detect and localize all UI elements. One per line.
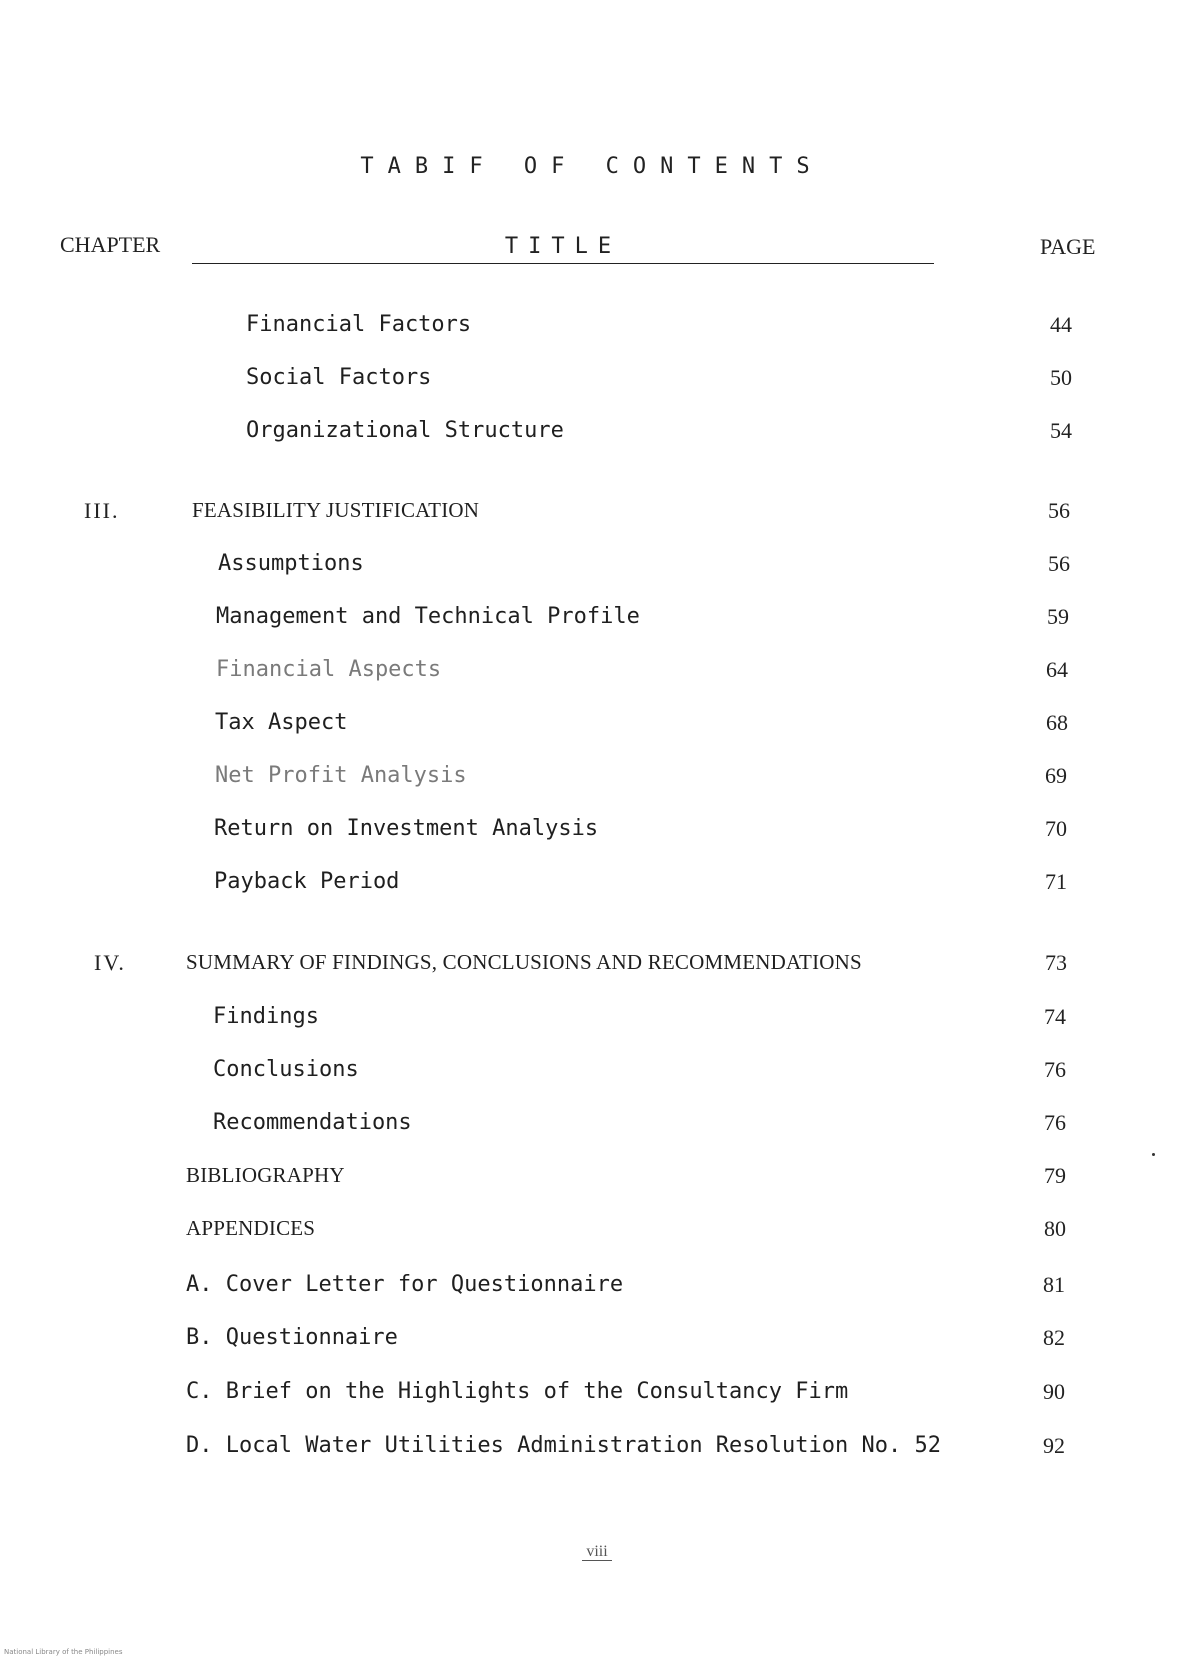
toc-chapter-entry <box>0 950 1194 984</box>
toc-entry <box>0 312 1194 346</box>
toc-entry-page: 56 <box>1048 498 1070 523</box>
toc-entry-page: 76 <box>1044 1057 1066 1082</box>
toc-entry <box>0 551 1194 585</box>
toc-entry <box>0 1433 1194 1467</box>
toc-entry-title: Financial Aspects <box>216 657 442 682</box>
toc-entry <box>0 1379 1194 1413</box>
toc-entry-page: 71 <box>1045 869 1067 894</box>
toc-entry-page: 80 <box>1044 1216 1066 1241</box>
toc-entry-title: Organizational Structure <box>246 418 564 443</box>
toc-entry-page: 73 <box>1045 950 1067 975</box>
toc-entry <box>0 604 1194 638</box>
toc-entry-page: 70 <box>1045 816 1067 841</box>
toc-entry-title: Payback Period <box>214 869 400 894</box>
toc-entry-page: 74 <box>1044 1004 1066 1029</box>
toc-entry-title: Conclusions <box>213 1057 359 1082</box>
toc-entry <box>0 869 1194 903</box>
toc-entry-page: 44 <box>1050 312 1072 337</box>
toc-entry-title: Findings <box>213 1004 319 1029</box>
toc-entry-title: Assumptions <box>218 551 364 576</box>
toc-entry <box>0 1272 1194 1306</box>
toc-entry <box>0 1110 1194 1144</box>
toc-entry <box>0 763 1194 797</box>
page-heading: TABIF OF CONTENTS <box>360 154 824 179</box>
toc-entry-title: A. Cover Letter for Questionnaire <box>186 1272 624 1297</box>
toc-entry <box>0 710 1194 744</box>
toc-entry-title: Recommendations <box>213 1110 412 1135</box>
toc-entry-title: Return on Investment Analysis <box>214 816 599 841</box>
title-column-header: TITLE <box>504 234 622 259</box>
toc-entry-title: Social Factors <box>246 365 432 390</box>
toc-entry <box>0 1325 1194 1359</box>
toc-entry-title: FEASIBILITY JUSTIFICATION <box>192 498 480 522</box>
page-folio <box>0 1543 1194 1561</box>
toc-entry <box>0 418 1194 452</box>
toc-entry-page: 56 <box>1048 551 1070 576</box>
toc-entry <box>0 816 1194 850</box>
toc-chapter-entry <box>0 498 1194 532</box>
toc-entry-title: D. Local Water Utilities Administration Resolution No. 52 <box>186 1433 941 1458</box>
toc-entry-page: 76 <box>1044 1110 1066 1135</box>
toc-entry-title: APPENDICES <box>186 1216 316 1240</box>
header-underline <box>192 263 934 264</box>
toc-entry <box>0 1216 1194 1250</box>
chapter-number: III. <box>84 498 120 523</box>
toc-entry-page: 82 <box>1043 1325 1065 1350</box>
toc-entry-page: 69 <box>1045 763 1067 788</box>
toc-entry-page: 50 <box>1050 365 1072 390</box>
toc-entry <box>0 1057 1194 1091</box>
toc-entry <box>0 1004 1194 1038</box>
toc-entry-page: 81 <box>1043 1272 1065 1297</box>
toc-entry-title: SUMMARY OF FINDINGS, CONCLUSIONS AND RECOMMENDATIONS <box>186 950 862 974</box>
toc-entry-title: Financial Factors <box>246 312 472 337</box>
toc-entry-title: Tax Aspect <box>215 710 348 735</box>
toc-entry <box>0 365 1194 399</box>
toc-entry-title: B. Questionnaire <box>186 1325 398 1350</box>
toc-entry <box>0 657 1194 691</box>
scan-speck <box>1152 1153 1155 1156</box>
toc-entry-page: 64 <box>1046 657 1068 682</box>
scan-footer-note: National Library of the Philippines <box>4 1648 123 1656</box>
toc-entry-page: 79 <box>1044 1163 1066 1188</box>
toc-entry <box>0 1163 1194 1197</box>
toc-entry-title: BIBLIOGRAPHY <box>186 1163 345 1187</box>
toc-entry-page: 54 <box>1050 418 1072 443</box>
folio-number: viii <box>582 1543 611 1561</box>
toc-entry-page: 68 <box>1046 710 1068 735</box>
toc-entry-page: 92 <box>1043 1433 1065 1458</box>
chapter-number: IV. <box>94 950 126 975</box>
page-column-header: PAGE <box>1040 234 1096 259</box>
toc-entry-title: C. Brief on the Highlights of the Consultancy Firm <box>186 1379 849 1404</box>
toc-entry-page: 90 <box>1043 1379 1065 1404</box>
toc-entry-title: Net Profit Analysis <box>215 763 467 788</box>
toc-entry-title: Management and Technical Profile <box>216 604 640 629</box>
toc-entry-page: 59 <box>1047 604 1069 629</box>
chapter-column-header: CHAPTER <box>60 232 161 257</box>
